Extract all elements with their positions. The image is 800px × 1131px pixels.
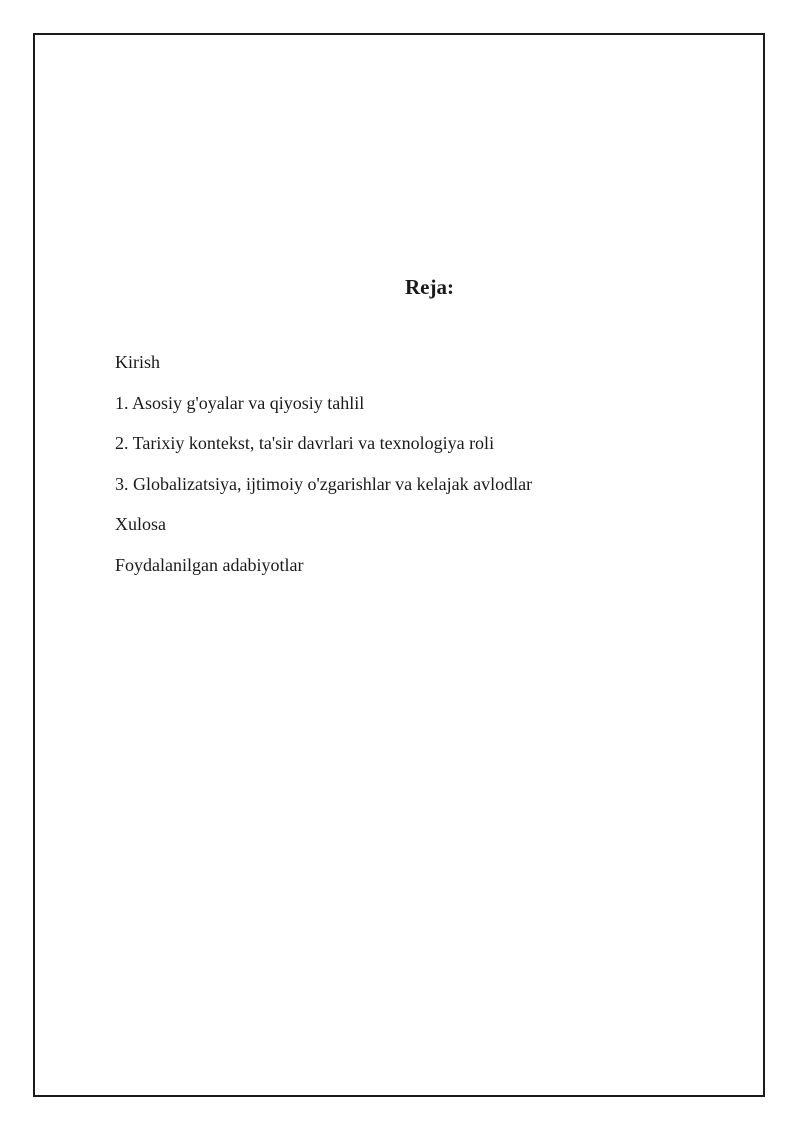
page-title: Reja: bbox=[405, 275, 454, 299]
plan-item-2: 2. Tarixiy kontekst, ta'sir davrlari va texnologiya roli bbox=[115, 433, 495, 454]
plan-item-references: Foydalanilgan adabiyotlar bbox=[115, 554, 304, 575]
plan-item-3: 3. Globalizatsiya, ijtimoiy o'zgarishlar va kelajak avlodlar bbox=[115, 473, 533, 494]
plan-list bbox=[115, 351, 532, 595]
plan-item-introduction: Kirish bbox=[115, 352, 160, 372]
plan-item-conclusion: Xulosa bbox=[115, 514, 166, 535]
plan-item-1: 1. Asosiy g'oyalar va qiyosiy tahlil bbox=[115, 392, 365, 413]
